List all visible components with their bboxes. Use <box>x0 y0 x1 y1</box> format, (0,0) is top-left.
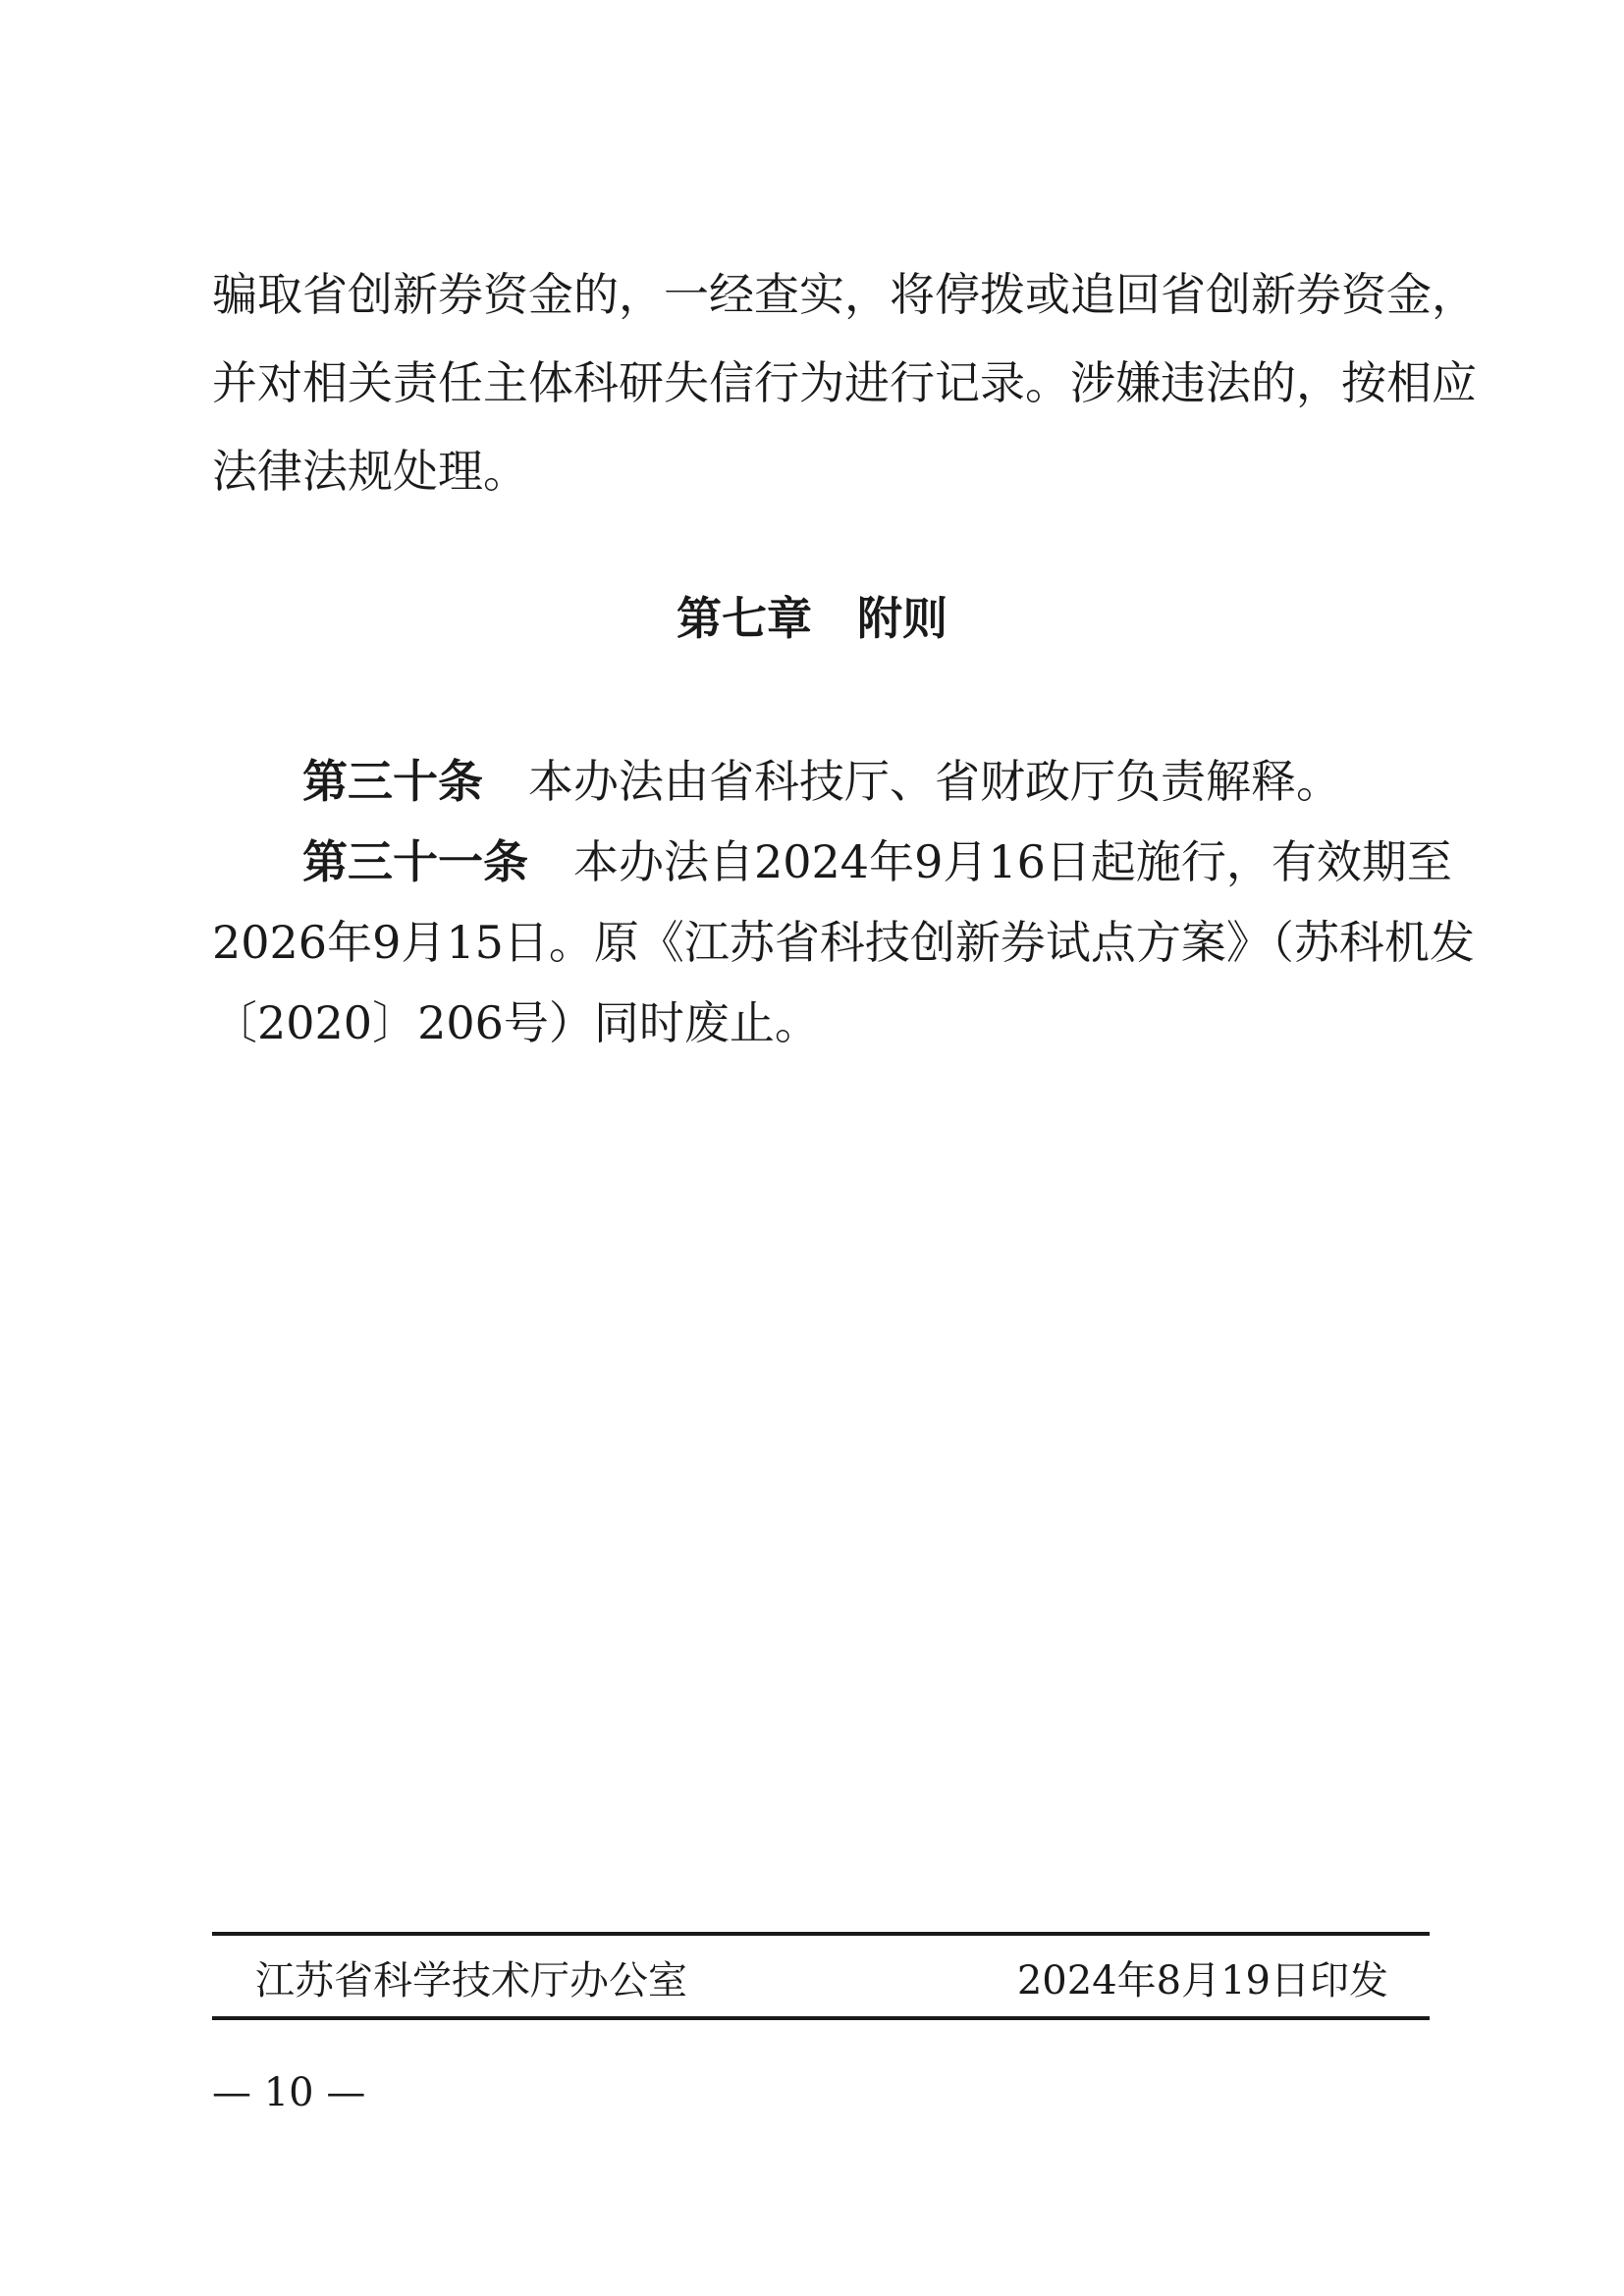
paragraph-line: 2026年9月15日。原《江苏省科技创新券试点方案》（苏科机发 <box>212 916 1475 969</box>
footer-issue-info <box>212 1951 1430 2010</box>
paragraph-line: 法律法规处理。 <box>212 445 528 498</box>
paragraph-line: 骗取省创新券资金的，一经查实，将停拨或追回省创新券资金， <box>212 268 1477 321</box>
paragraph-line: 〔2020〕206号）同时废止。 <box>212 996 820 1049</box>
footer-bottom-rule <box>212 2016 1430 2020</box>
article-text: 本办法由省科技厅、省财政厅负责解释。 <box>528 755 1341 808</box>
article-text: 本办法自2024年9月16日起施行，有效期至 <box>573 835 1452 888</box>
article-label: 第三十一条 <box>302 835 528 888</box>
paragraph-line <box>302 752 1430 811</box>
article-label: 第三十条 <box>302 755 483 808</box>
issue-date: 2024年8月19日印发 <box>1016 1958 1388 2003</box>
issuer-name: 江苏省科学技术厅办公室 <box>255 1958 687 2003</box>
paragraph-line: 并对相关责任主体科研失信行为进行记录。涉嫌违法的，按相应 <box>212 356 1477 409</box>
chapter-number: 第七章 <box>677 592 812 645</box>
paragraph-line <box>302 832 1452 891</box>
chapter-heading <box>0 589 1624 648</box>
footer-top-rule <box>212 1932 1430 1936</box>
page-number: — 10 — <box>212 2070 366 2115</box>
chapter-title: 附则 <box>857 592 947 645</box>
